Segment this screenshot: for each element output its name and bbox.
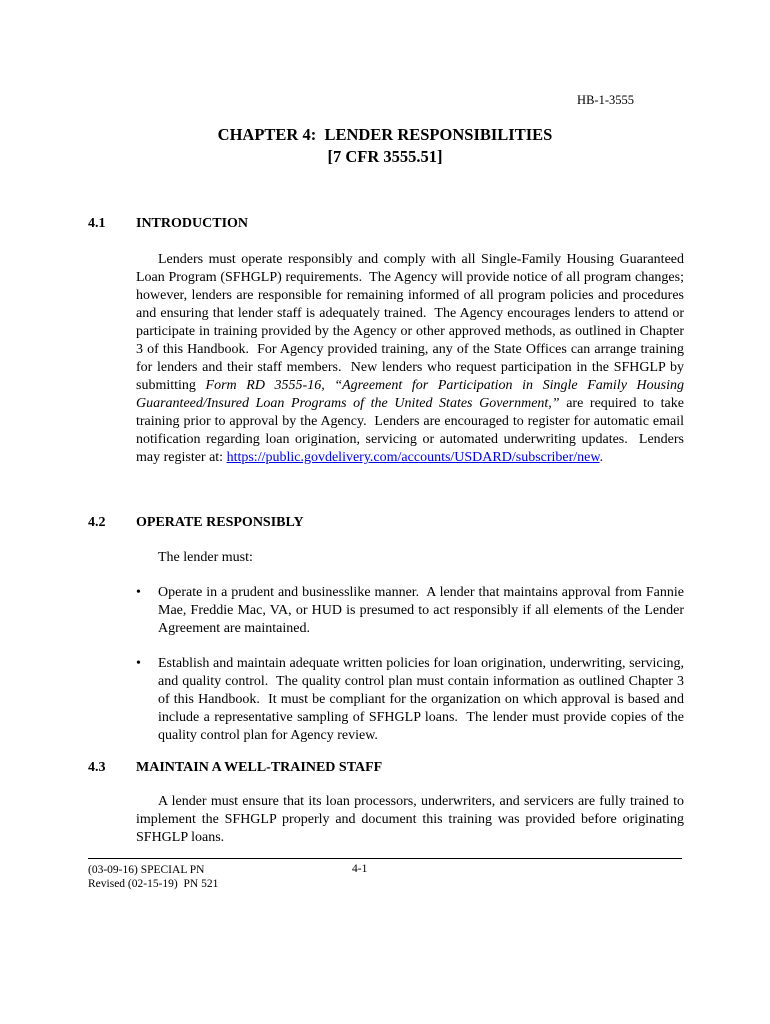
paragraph-text: Lenders must operate responsibly and comply with all Single-Family Housing Guaranteed Loan Program (SFHGLP) requirements. The Agency will provide notice of all program changes; however, lenders are responsible for remaining informed of all program policies and procedures and ensuring that lender staff is adequately trained. The Agency encourages lenders to attend or participate in training provided by the Agency or other approved methods, as outlined in Chapter 3 of this Handbook. For Agency provided training, any of the State Offices can arrange training for lenders and their staff members. New lenders who request participation in the SFHGLP by submitting — [136, 252, 688, 393]
bullet-icon: • — [136, 656, 141, 671]
page-number: 4-1 — [352, 863, 368, 875]
chapter-title — [0, 124, 770, 168]
section-title: INTRODUCTION — [136, 216, 249, 231]
intro-text: The lender must: — [158, 550, 253, 565]
list-item — [136, 655, 688, 745]
paragraph-text: are required to take training prior to approval by the Agency. Lenders are encouraged to register for automatic email notification regarding loan origination, servicing or automated underwriting updates. Lenders may register at: — [136, 396, 688, 465]
section-number: 4.3 — [88, 760, 106, 775]
form-reference: Form RD 3555-16, “Agreement for Participation in Single Family Housing Guaranteed/Insured Loan Programs of the United States Government,” — [136, 378, 684, 411]
section-4-3-paragraph — [136, 793, 684, 847]
footer-line-1: (03-09-16) SPECIAL PN — [88, 864, 205, 876]
govdelivery-link[interactable]: https://public.govdelivery.com/accounts/USDARD/subscriber/new — [226, 450, 600, 465]
chapter-title-line2: [7 CFR 3555.51] — [327, 147, 443, 166]
chapter-title-line1: CHAPTER 4: LENDER RESPONSIBILITIES — [217, 125, 553, 144]
footer-revision-info — [88, 863, 218, 891]
section-4-2-intro — [136, 549, 684, 567]
list-item-text: Establish and maintain adequate written policies for loan origination, underwriting, servicing, and quality control. The quality control plan must contain information as outlined Chapter 3 of this Handbook. It must be compliant for the organization on which approval is based and include a representative sampling of SFHGLP loans. The lender must provide copies of the quality control plan for Agency review. — [158, 656, 688, 743]
list-item — [136, 584, 688, 638]
section-number: 4.2 — [88, 515, 106, 530]
paragraph-text: A lender must ensure that its loan processors, underwriters, and servicers are fully trained to implement the SFHGLP properly and document this training was provided before originating SFHGLP loans. — [136, 794, 684, 845]
section-title: MAINTAIN A WELL-TRAINED STAFF — [136, 760, 383, 775]
bullet-icon: • — [136, 585, 141, 600]
footer-line-2: Revised (02-15-19) PN 521 — [88, 878, 219, 890]
section-4-1-paragraph — [136, 251, 688, 467]
footer-divider — [88, 858, 682, 859]
paragraph-end: . — [599, 450, 604, 465]
list-item-text: Operate in a prudent and businesslike manner. A lender that maintains approval from Fannie Mae, Freddie Mac, VA, or HUD is presumed to act responsibly if all elements of the Lender Agreement are maintained. — [158, 585, 688, 636]
section-number: 4.1 — [88, 216, 106, 231]
document-id: HB-1-3555 — [577, 93, 634, 107]
section-title: OPERATE RESPONSIBLY — [136, 515, 304, 530]
